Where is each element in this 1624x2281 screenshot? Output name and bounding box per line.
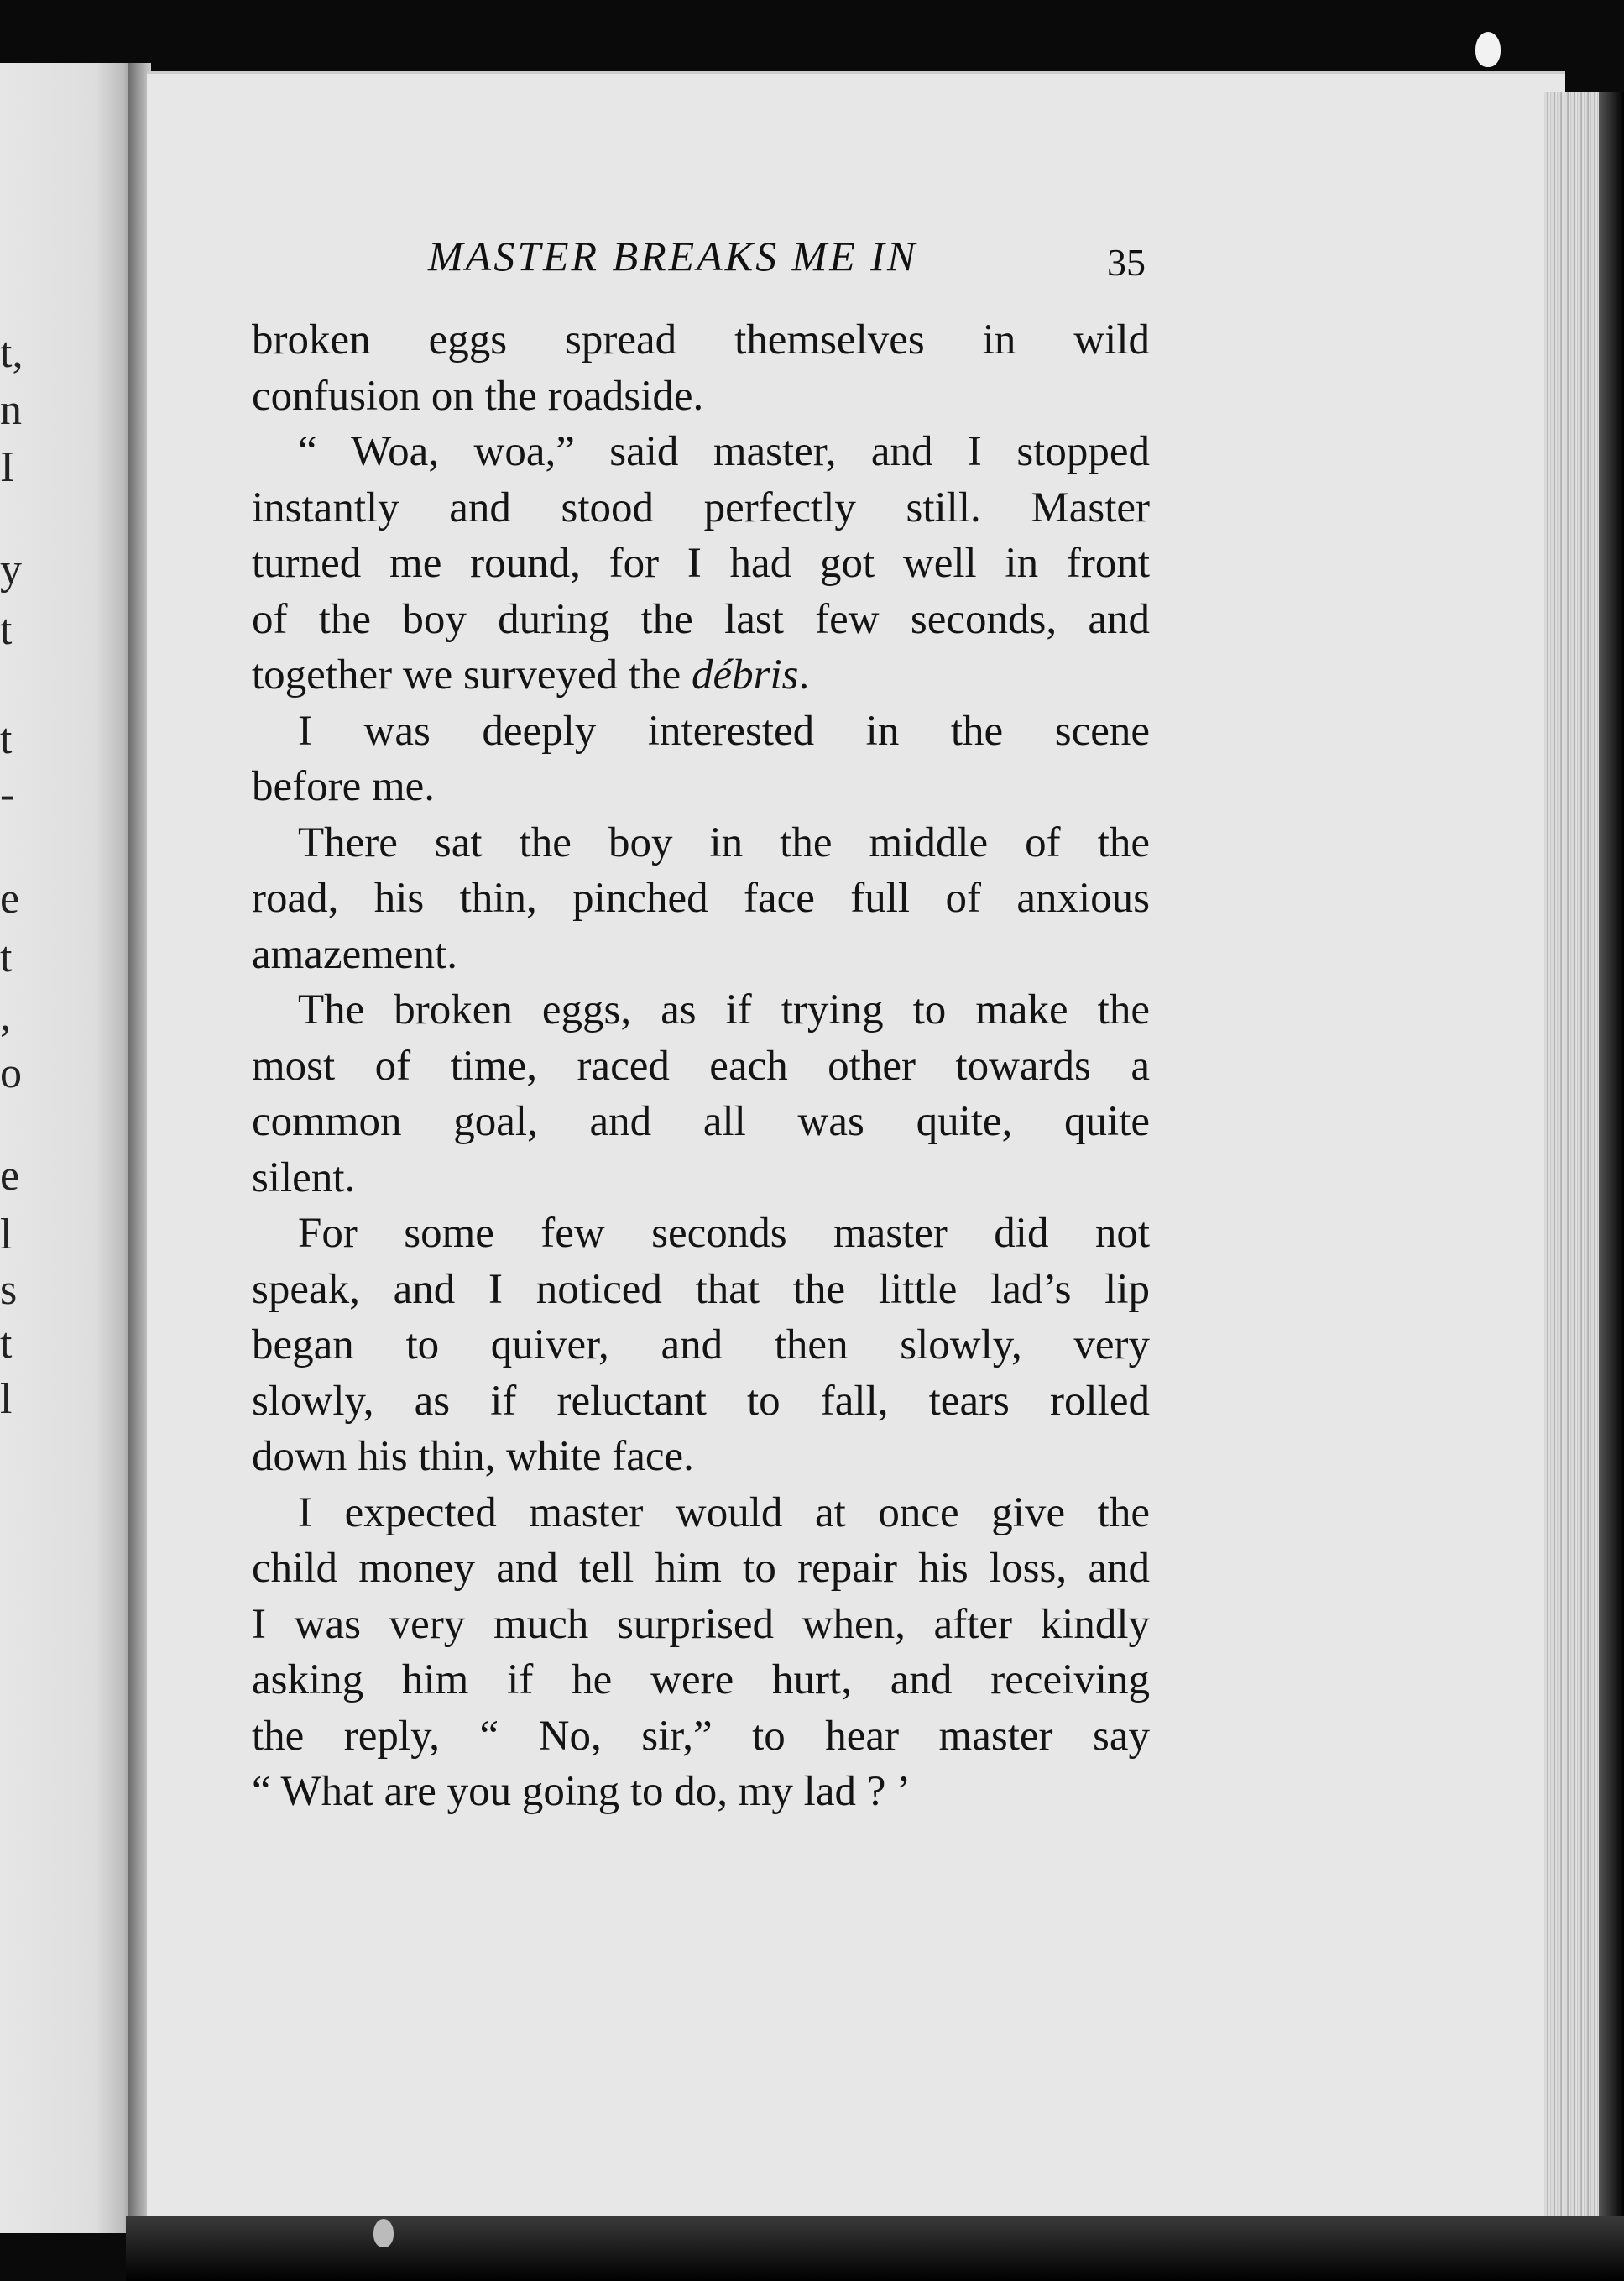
- text-line: I was very much surprised when, after kindly: [252, 1600, 1150, 1648]
- text-line: silent.: [252, 1154, 356, 1201]
- text-fragment: together we surveyed the: [252, 651, 692, 698]
- text-line: child money and tell him to repair his loss, and: [252, 1545, 1150, 1592]
- paragraph: [252, 1485, 1150, 1820]
- text-line: amazement.: [252, 930, 457, 978]
- text-line: most of time, raced each other towards a: [252, 1042, 1150, 1090]
- facing-page-glyph: ,: [0, 992, 11, 1040]
- paragraph: [252, 1206, 1150, 1485]
- paragraph: [252, 982, 1150, 1206]
- facing-page-glyph: s: [0, 1266, 18, 1314]
- text-line: I was deeply interested in the scene: [298, 707, 1150, 755]
- text-line: “ Woa, woa,” said master, and I stopped: [298, 428, 1150, 475]
- text-line: down his thin, white face.: [252, 1433, 694, 1480]
- page-edge-shadow: [1599, 92, 1624, 2242]
- text-line: “ What are you going to do, my lad ? ’: [252, 1768, 911, 1815]
- facing-page-edge: [0, 63, 134, 2233]
- facing-page-glyph: e: [0, 1152, 20, 1200]
- text-line: The broken eggs, as if trying to make the: [298, 986, 1150, 1033]
- facing-page-glyph: l: [0, 1375, 13, 1423]
- text-line: road, his thin, pinched face full of anxious: [252, 875, 1150, 922]
- facing-page-glyph: o: [0, 1049, 22, 1097]
- scan-corner-mark: [373, 2219, 394, 2247]
- facing-page-glyph: t: [0, 715, 13, 763]
- text-line: I expected master would at once give the: [298, 1488, 1150, 1536]
- text-line: speak, and I noticed that the little lad’s lip: [252, 1265, 1150, 1313]
- page-number: 35: [1107, 241, 1146, 284]
- text-line: instantly and stood perfectly still. Master: [252, 484, 1150, 531]
- facing-page-glyph: t: [0, 934, 13, 981]
- bottom-shadow: [126, 2216, 1624, 2281]
- text-line: the reply, “ No, sir,” to hear master say: [252, 1712, 1150, 1760]
- facing-page-glyph: y: [0, 546, 22, 594]
- text-line: before me.: [252, 763, 436, 810]
- facing-page-glyph: t,: [0, 329, 23, 377]
- paragraph: [252, 312, 1150, 424]
- italic-word: débris: [691, 651, 799, 698]
- body-text: [252, 312, 1150, 1820]
- text-line: confusion on the roadside.: [252, 372, 704, 420]
- running-title: MASTER BREAKS ME IN: [428, 233, 918, 280]
- text-line: For some few seconds master did not: [298, 1210, 1150, 1257]
- facing-page-glyph: t: [0, 1320, 13, 1368]
- running-header: [428, 228, 1146, 287]
- facing-page-glyph: I: [0, 443, 15, 491]
- facing-page-glyph: l: [0, 1211, 13, 1258]
- text-line: There sat the boy in the middle of the: [298, 819, 1150, 866]
- scan-corner-mark: [1475, 32, 1501, 67]
- facing-page-glyph: -: [0, 771, 15, 819]
- paragraph: [252, 424, 1150, 704]
- text-line: of the boy during the last few seconds, and: [252, 595, 1150, 643]
- text-line: slowly, as if reluctant to fall, tears rolled: [252, 1377, 1150, 1425]
- text-line: began to quiver, and then slowly, very: [252, 1321, 1150, 1368]
- paragraph: [252, 704, 1150, 815]
- facing-page-glyph: e: [0, 875, 20, 923]
- facing-page-glyph: t: [0, 606, 13, 654]
- paragraph: [252, 815, 1150, 983]
- text-line: broken eggs spread themselves in wild: [252, 317, 1150, 364]
- text-line: asking him if he were hurt, and receiving: [252, 1656, 1150, 1703]
- text-line: turned me round, for I had got well in front: [252, 540, 1150, 587]
- text-line: common goal, and all was quite, quite: [252, 1098, 1150, 1145]
- facing-page-glyph: n: [0, 386, 22, 434]
- text-line-with-italic: [252, 647, 1150, 704]
- text-fragment: .: [798, 651, 810, 698]
